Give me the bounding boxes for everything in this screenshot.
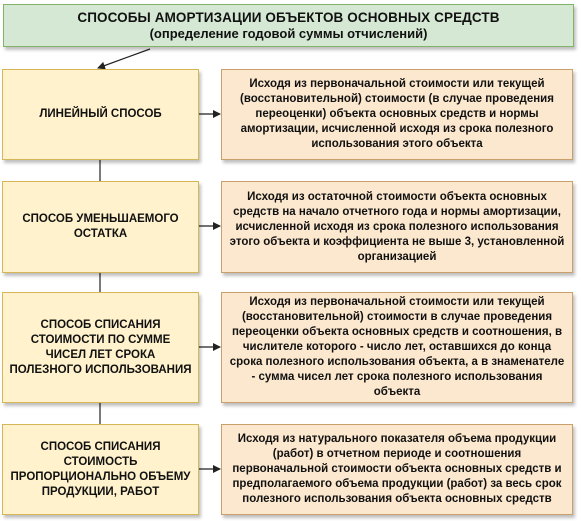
method-linear-label: ЛИНЕЙНЫЙ СПОСОБ <box>39 108 162 120</box>
method-sum-of-years <box>2 292 199 403</box>
method-declining-balance-label: СПОСОБ УМЕНЬШАЕМОГО ОСТАТКА <box>22 213 179 240</box>
header-to-trunk-arrow <box>98 49 150 68</box>
diagram-subtitle: (определение годовой суммы отчислений) <box>149 26 428 41</box>
method-linear <box>2 69 199 160</box>
method-units-of-production <box>2 424 199 515</box>
method-units-of-production-label: СПОСОБ СПИСАНИЯ СТОИМОСТЬ ПРОПОРЦИОНАЛЬНО ОБЪЕМУ ПРОДУКЦИИ, РАБОТ <box>10 440 191 498</box>
method-declining-balance <box>2 181 199 273</box>
method-sum-of-years-description <box>221 292 573 403</box>
method-linear-description <box>221 69 573 160</box>
method-units-of-production-description-text: Исходя из натурального показателя объема продукции (работ) в отчетном периоде и соотношения первоначальной стоимости объекта основных средств и предполагаемого объема продукции (работ) за весь срок полезного использования объекта основных средств <box>232 433 562 505</box>
method-sum-of-years-label: СПОСОБ СПИСАНИЯ СТОИМОСТИ ПО СУММЕ ЧИСЕЛ ЛЕТ СРОКА ПОЛЕЗНОГО ИСПОЛЬЗОВАНИЯ <box>9 318 192 376</box>
method-sum-of-years-description-text: Исходя из первоначальной стоимости или текущей (восстановительной) стоимости в случае проведения переоценки объекта основных средств и соотношения, в числителе которого - число лет, оставшихся до конца срока полезного использования объекта, а в знаменателе - сумма чисел лет срока полезного использования объекта <box>229 296 565 398</box>
diagram-title: СПОСОБЫ АМОРТИЗАЦИИ ОБЪЕКТОВ ОСНОВНЫХ СРЕДСТВ <box>77 10 500 25</box>
method-declining-balance-description <box>221 181 573 273</box>
method-declining-balance-description-text: Исходя из остаточной стоимости объекта основных средств на начало отчетного года и нормы амортизации, исчисленной исходя из срока полезного использования этого объекта и коэффициента не выше 3, установленной организацией <box>229 190 565 263</box>
method-linear-description-text: Исходя из первоначальной стоимости или текущей (восстановительной) стоимости (в случае проведения переоценки) объекта основных средств и нормы амортизации, исчисленной исходя из срока полезного использования этого объекта <box>240 78 554 150</box>
method-units-of-production-description <box>221 424 573 515</box>
